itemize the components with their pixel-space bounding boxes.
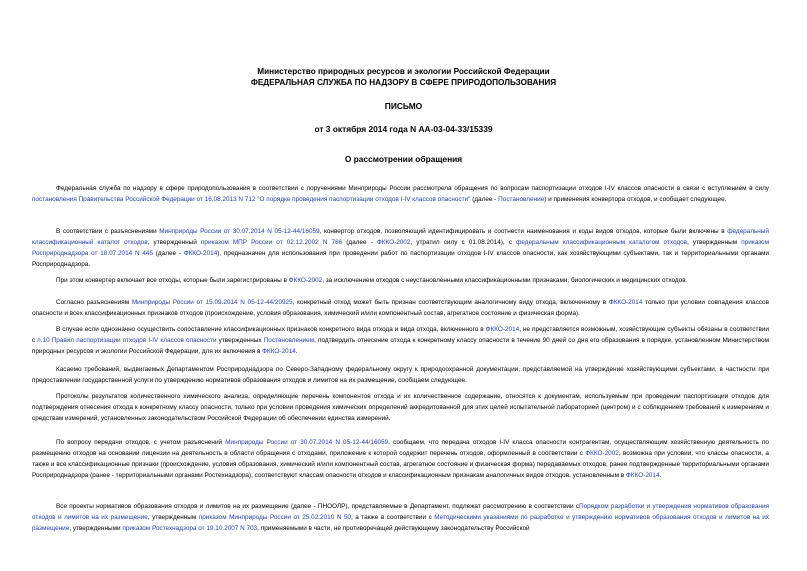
link-federal-catalog[interactable]: федеральный классификационный каталог отходов bbox=[32, 228, 770, 247]
link-minprirody-16059[interactable]: Минприроды России от 30.07.2014 N 05-12-44/16059 bbox=[225, 439, 389, 446]
paragraph-7: Протоколы результатов количественного химического анализа, определяющие перечень компонентов отхода и их количественное содержание, относятся к документам, используемым при проведении паспортизации отходов для подтверждения отнесения отхода к конкретному классу опасности, только при условии проведения химических определений аккредитованной для этих целей испытательной лабораторией (центром) и с соблюдением требований к измерениям и средствам измерений, установленных законодательством Российской Федерации об обеспечении единства измерений. bbox=[32, 393, 769, 423]
link-order-445[interactable]: приказом Росприроднадзора от 18.07.2014 N 445 bbox=[32, 239, 769, 258]
paragraph-5: В случае если однозначно осуществить сопоставление классификационных признаков конкретного вида отхода и вида отхода, включенного в ФККО-2014, не представляется возможным, хозяйствующие субъекты обязаны в соответствии с п.10 Правил паспортизации отходов I-IV классов опасности утвержденных Постановлением, подтвердить отнесение отхода к конкретному классу опасности в течение 90 дней со дня его образования в порядке, установленном Министерством природных ресурсов и экологии Российской Федерации, для их включения в ФККО-2014. bbox=[32, 326, 770, 356]
service-name: ФЕДЕРАЛЬНАЯ СЛУЖБА ПО НАДЗОРУ В СФЕРЕ ПРИРОДОПОЛЬЗОВАНИЯ bbox=[250, 78, 557, 87]
ministry-name: Министерство природных ресурсов и экологии Российской Федерации bbox=[257, 67, 550, 76]
link-resolution-712[interactable]: постановления Правительства Российской Федерации от 16.08.2013 N 712 "О порядке проведения паспортизации отходов I-IV классов опасности" bbox=[32, 196, 471, 204]
letter-header bbox=[0, 66, 807, 88]
link-fkko-2002[interactable]: ФККО-2002 bbox=[288, 277, 323, 284]
link-order-50[interactable]: приказом Минприроды России от 25.02.2010 N 50 bbox=[198, 514, 351, 522]
link-limits-procedure[interactable]: Порядком разработки и утверждения нормативов образования отходов и лимитов на их размещение bbox=[32, 503, 769, 522]
link-resolution[interactable]: Постановление bbox=[498, 196, 545, 204]
link-fkko-2002[interactable]: ФККО-2002 bbox=[376, 239, 411, 247]
link-fkko-2014[interactable]: ФККО-2014 bbox=[625, 472, 660, 480]
paragraph-9: Все проекты нормативов образования отходов и лимитов на их размещение (далее - ПНООЛР), представляемые в Департамент, подлежат рассмотрению в соответствии сПорядком разработки и утверждения нормативов образования отходов и лимитов на их размещение, утвержденным приказом Минприроды России от 25.02.2010 N 50, а также в соответствии с Методическими указаниями по разработке и утверждению нормативов образования отходов и лимитов на их размещение, утвержденными приказом Ростехнадзора от 19.10.2007 N 703, применяемыми в части, не противоречащей действующему законодательству Российской bbox=[32, 503, 770, 533]
paragraph-8: По вопросу передачи отходов, с учетом разъяснений Минприроды России от 30.07.2014 N 05-12-44/16059, сообщаем, что передача отходов I-IV класса опасности контрагентам, осуществляющим хозяйственную деятельность по размещению отходов на основании лицензии на деятельность в области обращения с отходами, приложение к которой содержит перечень отходов, оформленный в соответствии с ФККО-2002, возможна при условии, что классы опасности, а также и все классификационные признаки (происхождение, условия образования, химический и/или компонентный состав, агрегатное состояние и физическая форма) передаваемых отходов, ранее подтвержденные территориальными органами Росприроднадзора (ранее - территориальными органами Ростехнадзора), соответствуют классам опасности отходов и классификационным признакам аналогичных видов отходов, установленным в ФККО-2014. bbox=[32, 439, 769, 480]
link-fkko-2014[interactable]: ФККО-2014 bbox=[608, 299, 643, 306]
link-passport-rules-p10[interactable]: п.10 Правил паспортизации отходов I-IV классов опасности bbox=[37, 337, 217, 345]
link-federal-catalog-2014[interactable]: федеральным классификационным каталогом отходов bbox=[516, 239, 688, 247]
paragraph-6: Касаемо требований, выдвигаемых Департаментом Росприроднадзора по Северо-Западному федеральному округу к природоохранной документации, представляемой на утверждение хозяйствующими субъектами, в частности при предоставлении государственной услуги по утверждению нормативов образования отходов и лимитов на их размещение, сообщаем следующее. bbox=[32, 366, 769, 385]
paragraph-4: Согласно разъяснениям Минприроды России от 15.09.2014 N 05-12-44/20925, конкретный отход может быть признан соответствующим аналогичному виду отхода, включенному в ФККО-2014 только при условии совпадения классов опасности и всех классификационных признаков отходов (происхождение, условия образования, химический и/или компонентный состав, агрегатное состояние и физическая форма). bbox=[32, 299, 770, 318]
document-number: от 3 октября 2014 года N АА-03-04-33/15339 bbox=[314, 124, 493, 134]
link-resolution[interactable]: Постановлением bbox=[263, 337, 315, 345]
link-minprirody-16059[interactable]: Минприроды России от 30.07.2014 N 05-12-44/16059 bbox=[159, 228, 320, 235]
paragraph-3: При этом конвертер включает все отходы, которые были зарегистрированы в ФККО-2002, за исключением отходов с неустановленными классификационными признаками, биологических и медицинских отходов. bbox=[56, 277, 688, 284]
link-minprirody-20925[interactable]: Минприроды России от 15.09.2014 N 05-12-44/20925 bbox=[131, 299, 293, 306]
link-fkko-2014[interactable]: ФККО-2014 bbox=[485, 326, 520, 333]
paragraph-2: В соответствии с разъяснениями Минприроды России от 30.07.2014 N 05-12-44/16059, конвертор отходов, позволяющий идентифицировать и соотнести наименования и коды видов отходов, которые были включены в федеральный классификационный каталог отходов, утвержденный приказом МПР России от 02.12.2002 N 786 (далее - ФККО-2002, утратил силу с 01.08.2014), с федеральным классификационным каталогом отходов, утвержденным приказом Росприроднадзора от 18.07.2014 N 445 (далее - ФККО-2014), предназначен для использования при проведении работ по паспортизации отходов I-IV классов опасности, как хозяйствующими субъектами, так и территориальными органами Росприроднадзора. bbox=[32, 228, 770, 269]
document-subject: О рассмотрении обращения bbox=[344, 154, 463, 164]
link-order-786[interactable]: приказом МПР России от 02.12.2002 N 786 bbox=[200, 239, 343, 247]
link-methodical-guidelines[interactable]: Методическими указаниями по разработке и утверждению нормативов образования отходов и лимитов на их размещение bbox=[32, 514, 770, 533]
link-fkko-2014[interactable]: ФККО-2014 bbox=[262, 348, 296, 356]
link-fkko-2002[interactable]: ФККО-2002 bbox=[585, 450, 619, 458]
paragraph-1: Федеральная служба по надзору в сфере природопользования в соответствии с поручениями Минприроды России рассмотрела обращения по вопросам паспортизации отходов I-IV классов опасности в связи с вступлением в силу постановления Правительства Российской Федерации от 16.08.2013 N 712 "О порядке проведения паспортизации отходов I-IV классов опасности" (далее - Постановление) и применения конвертора отходов, и сообщает следующее. bbox=[32, 185, 769, 204]
document-type: ПИСЬМО bbox=[384, 101, 423, 111]
link-fkko-2014[interactable]: ФККО-2014 bbox=[183, 250, 218, 258]
link-order-703[interactable]: приказом Ростехнадзора от 19.10.2007 N 703 bbox=[122, 525, 258, 533]
